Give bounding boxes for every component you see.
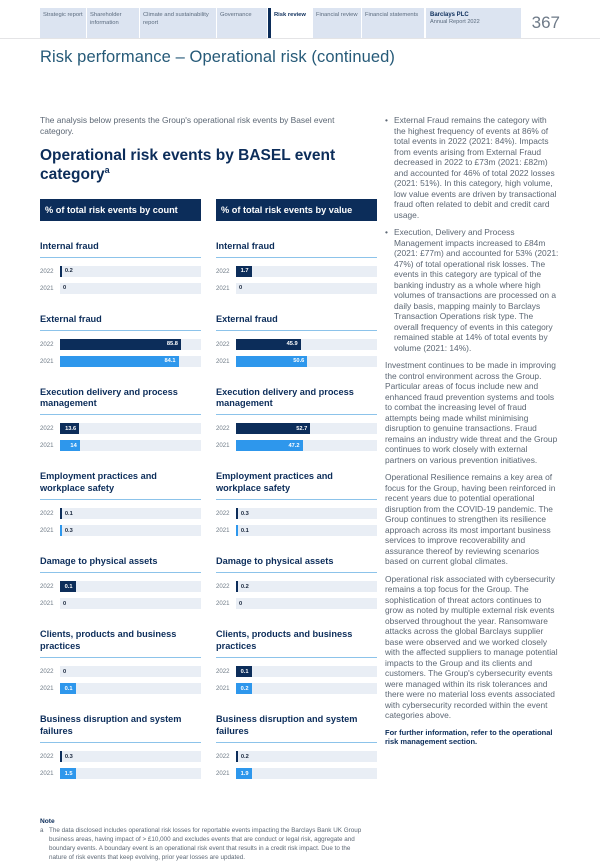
bar-2022 [236,266,252,277]
commentary-paragraph: Operational risk associated with cybersecurity remains a top focus for the Group. The sophistication of threat actors continues to grow as noted by multiple external risk events observed throughout the year. Ransomware attacks across the global Barclays supplier base were observed and we worked closely with the affected suppliers to manage potential impacts to the Group and its clients and customers. The Group's cybersecurity events were managed within its risk tolerances and there were no material loss events associated with cybersecurity recorded within the event categories above. [385,573,558,720]
bar-2022 [236,339,301,350]
bar-track [236,356,377,367]
nav-tab-governance[interactable] [217,8,267,38]
bar-row-2021 [40,525,201,536]
bar-2022 [236,508,238,519]
commentary-bullets [385,115,560,353]
category-label: Clients, products and business practices [216,629,377,658]
bar-value: 50.6 [293,358,305,365]
category-group [40,314,201,367]
year-label: 2021 [216,600,230,608]
category-group [40,241,201,294]
bar-value: 0.1 [64,685,73,692]
bar-value: 14 [70,442,77,449]
bar-value: 1.5 [64,770,73,777]
cross-reference-note: For further information, refer to the operational risk management section. [385,727,553,747]
bar-row-2022 [40,423,201,434]
year-label: 2022 [40,425,54,433]
bar-value: 1.7 [240,268,249,275]
panel-header-count: % of total risk events by count [40,199,201,221]
category-group [40,471,201,536]
bar-track [60,266,201,277]
bar-track [60,339,201,350]
bar-track [236,440,377,451]
bar-value: 0.2 [240,685,249,692]
category-group [216,471,377,536]
year-label: 2022 [216,668,230,676]
bar-row-2021 [40,356,201,367]
category-group [40,629,201,694]
bar-track [236,423,377,434]
header-divider [0,38,600,39]
bar-row-2022 [216,581,377,592]
year-label: 2021 [216,284,230,292]
bar-track [60,751,201,762]
bar-row-2021 [40,768,201,779]
category-label: Execution delivery and process management [216,387,377,416]
bar-2021 [60,440,80,451]
footnote-item [40,827,368,862]
year-label: 2022 [216,583,230,591]
year-label: 2021 [216,770,230,778]
nav-tab-risk-review[interactable] [268,8,312,38]
category-group [216,556,377,609]
category-group [40,714,201,779]
bar-2021 [236,768,252,779]
year-label: 2021 [40,442,54,450]
bar-row-2021 [40,683,201,694]
bar-track [60,683,201,694]
bar-2021 [60,356,179,367]
brand-report-year: Annual Report 2022 [430,19,480,25]
bullet-text: Execution, Delivery and Process Management impacts increased to £84m (2021: £77m) and accounted for 53% (2021: 47%) of total operational risk losses. The events in this category are typical of the banking industry as a whole where high volumes of transactions are processed on a daily basis, mapping mainly to Barclays Transaction Operations risk type. The overall frequency of events in this category remained stable at 14% of total events by volume (2021: 14%). [394,227,559,353]
bar-row-2022 [216,666,377,677]
bar-row-2022 [216,508,377,519]
category-label: Employment practices and workplace safety [216,471,377,500]
footnote-block [40,817,368,862]
bar-track [60,508,201,519]
year-label: 2022 [40,583,54,591]
nav-tab-label: Financial review [316,12,358,18]
bar-value: 0 [239,600,243,607]
year-label: 2021 [40,284,54,292]
bar-row-2021 [216,768,377,779]
bar-value: 1.9 [240,770,249,777]
bar-row-2022 [40,581,201,592]
bar-2021 [60,525,62,536]
bar-track [60,356,201,367]
commentary-paragraphs [385,360,560,721]
category-label: External fraud [40,314,201,331]
nav-tab-label: Climate and sustainability report [143,12,209,26]
bar-track [60,598,201,609]
chart-panel-value [216,199,377,779]
year-label: 2022 [40,510,54,518]
category-label: Damage to physical assets [40,556,201,573]
bar-row-2022 [216,266,377,277]
bar-track [60,283,201,294]
year-label: 2021 [40,527,54,535]
report-brand [426,8,521,38]
year-label: 2022 [40,267,54,275]
bar-track [236,768,377,779]
bar-2022 [60,581,76,592]
nav-tab-label: Strategic report [43,12,83,18]
top-nav [40,8,560,38]
nav-tab-shareholder-information[interactable] [87,8,139,38]
year-label: 2022 [216,510,230,518]
bar-track [236,266,377,277]
bar-value: 0.1 [240,668,249,675]
commentary-column [385,115,560,863]
bar-track [236,525,377,536]
bar-row-2022 [40,508,201,519]
bar-row-2022 [40,751,201,762]
bar-2021 [236,525,238,536]
bar-track [60,525,201,536]
bar-2021 [60,683,76,694]
category-group [40,387,201,452]
category-label: Damage to physical assets [216,556,377,573]
page-title: Risk performance – Operational risk (continued) [40,48,396,66]
year-label: 2021 [216,442,230,450]
category-label: Internal fraud [216,241,377,258]
category-label: External fraud [216,314,377,331]
bar-row-2021 [216,525,377,536]
year-label: 2022 [216,753,230,761]
bar-2022 [60,508,62,519]
bar-track [236,666,377,677]
bar-value: 0.2 [240,753,249,760]
bar-2022 [236,751,238,762]
year-label: 2021 [40,770,54,778]
bar-value: 0.1 [64,510,73,517]
bullet-text: External Fraud remains the category with the highest frequency of events at 86% of total events in 2022 (2021: 84%). Impacts from events arising from External Fraud decreased in 2022 to £73m (2021: £82m) and accounted for 46% of total 2022 losses (2021: 51%). In this category, high volume, low value events are driven by transactional fraud often related to debit and credit card usage. [394,115,557,220]
bar-track [236,283,377,294]
bar-track [60,581,201,592]
nav-tab-financial-statements[interactable] [362,8,424,38]
bar-row-2021 [40,440,201,451]
bar-value: 0.1 [64,583,73,590]
bar-value: 85.8 [166,341,178,348]
category-group [216,241,377,294]
year-label: 2022 [40,668,54,676]
bar-row-2022 [40,666,201,677]
bar-track [236,598,377,609]
category-label: Internal fraud [40,241,201,258]
bar-track [236,508,377,519]
nav-tab-label: Risk review [274,12,306,18]
bar-2022 [60,423,79,434]
nav-tab-strategic-report[interactable] [40,8,86,38]
year-label: 2021 [216,357,230,365]
bar-value: 0 [63,285,67,292]
bar-track [236,683,377,694]
bar-value: 0.2 [240,583,249,590]
year-label: 2021 [216,527,230,535]
bar-value: 0 [63,600,67,607]
bar-row-2021 [40,283,201,294]
bar-2022 [60,266,62,277]
bar-row-2022 [40,266,201,277]
bar-value: 0.1 [240,527,249,534]
bar-value: 45.9 [286,341,298,348]
nav-tab-label: Shareholder information [90,12,122,26]
bar-value: 0.2 [64,268,73,275]
year-label: 2021 [40,685,54,693]
nav-tabs [40,8,424,38]
year-label: 2022 [40,753,54,761]
footnote-heading: Note [40,818,55,826]
chart-heading-text: Operational risk events by BASEL event category [40,146,336,183]
bar-2021 [60,768,76,779]
bar-track [60,423,201,434]
bar-row-2022 [216,751,377,762]
commentary-bullet [385,227,560,353]
bar-track [236,581,377,592]
bar-row-2021 [216,283,377,294]
year-label: 2022 [216,425,230,433]
bar-row-2022 [216,339,377,350]
bar-2022 [60,751,62,762]
year-label: 2022 [216,340,230,348]
intro-text: The analysis below presents the Group's operational risk events by Basel event category. [40,115,335,136]
bar-track [236,339,377,350]
bar-value: 0 [239,285,243,292]
bar-2022 [236,666,252,677]
category-group [216,629,377,694]
chart-panel-count [40,199,201,779]
category-label: Business disruption and system failures [216,714,377,743]
bar-2022 [236,581,238,592]
bar-2022 [236,423,310,434]
category-group [216,314,377,367]
nav-tab-label: Governance [220,12,252,18]
nav-tab-label: Financial statements [365,12,419,18]
category-group [40,556,201,609]
bar-2021 [236,356,307,367]
bar-value: 0.3 [64,753,73,760]
bar-2021 [236,683,252,694]
category-label: Clients, products and business practices [40,629,201,658]
bar-track [60,768,201,779]
bar-row-2021 [216,683,377,694]
page-number: 367 [521,8,560,38]
category-label: Employment practices and workplace safety [40,471,201,500]
commentary-paragraph: Operational Resilience remains a key area of focus for the Group, having been reinforced in recent years due to potential operational disruption from the COVID-19 pandemic. The Group continues to strengthen its resilience approach across its most important business services to improve recoverability and assurance thereof by reviewing scenarios based on current global climates. [385,472,556,566]
year-label: 2021 [216,685,230,693]
bar-value: 84.1 [164,358,176,365]
bar-2022 [60,339,181,350]
year-label: 2021 [40,600,54,608]
commentary-bullet [385,115,560,220]
bar-row-2021 [216,598,377,609]
bar-row-2022 [216,423,377,434]
footnote-marker: a [40,827,44,835]
nav-tab-financial-review[interactable] [313,8,361,38]
bar-value: 13.6 [65,425,77,432]
bar-value: 0 [63,668,67,675]
year-label: 2021 [40,357,54,365]
chart-heading [40,147,340,184]
bar-2021 [236,440,303,451]
category-label: Execution delivery and process management [40,387,201,416]
bar-row-2021 [216,440,377,451]
bar-track [236,751,377,762]
bullet-glyph: • [385,115,388,125]
chart-columns [40,199,377,779]
chart-heading-footnote-marker: a [104,164,110,175]
commentary-paragraph: Investment continues to be made in improving the control environment across the Group. Particular areas of focus include new and enhanced fraud prevention systems and tools to combat the increasing level of fraud attempts being made whilst minimising disruption to genuine transactions. Fraud remains an industry wide threat and the Group continues to work closely with external partners on various prevention initiatives. [385,360,558,465]
nav-tab-climate-and-sustainability-report[interactable] [140,8,216,38]
charts-column [40,115,377,863]
bar-track [60,440,201,451]
main-content [40,115,560,863]
footnote-text: The data disclosed includes operational risk losses for reportable events impacting the Barclays Bank UK Group business areas, having impact of > £10,000 and excludes events that are conduct or legal risk, aggregate and boundary events. A boundary event is an operational risk event that results in a credit risk impact. Due to the nature of risk events that keep evolving, prior year losses are updated. [49,827,362,861]
bar-track [60,666,201,677]
bar-row-2022 [40,339,201,350]
bar-value: 52.7 [296,425,308,432]
bar-value: 0.3 [64,527,73,534]
bar-value: 0.3 [240,510,249,517]
category-group [216,387,377,452]
panel-header-value: % of total risk events by value [216,199,377,221]
bullet-glyph: • [385,227,388,237]
year-label: 2022 [216,267,230,275]
bar-row-2021 [40,598,201,609]
bar-row-2021 [216,356,377,367]
year-label: 2022 [40,340,54,348]
category-label: Business disruption and system failures [40,714,201,743]
category-group [216,714,377,779]
brand-name: Barclays PLC [430,12,469,18]
bar-value: 47.2 [288,442,300,449]
